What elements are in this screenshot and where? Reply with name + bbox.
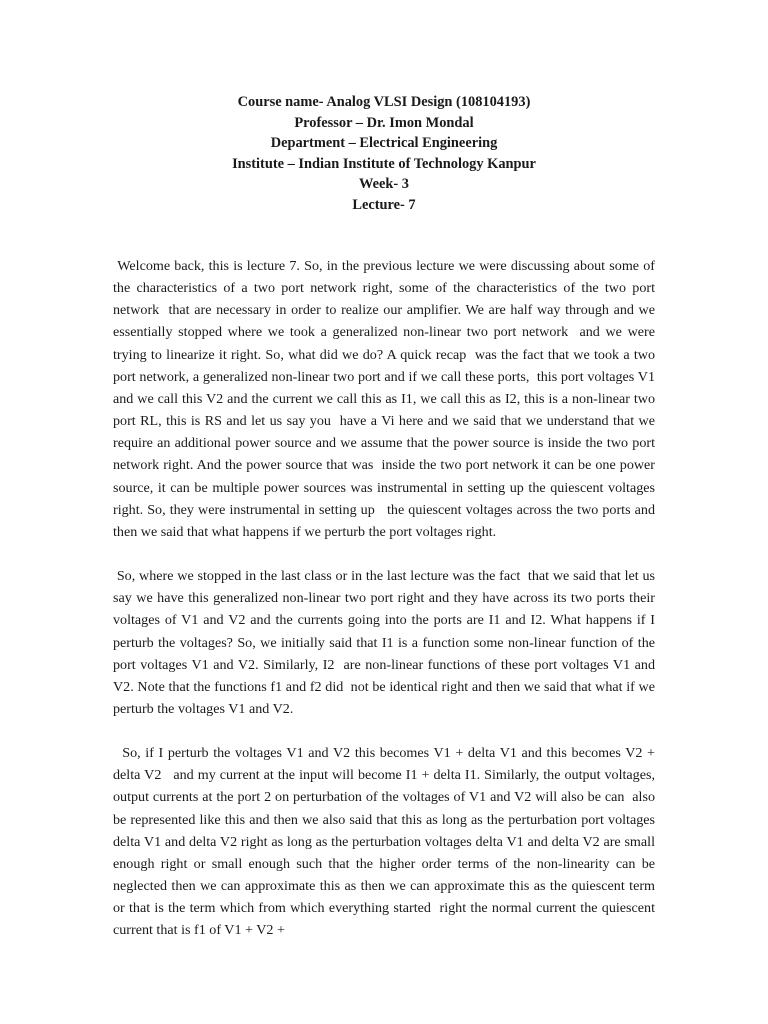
document-body: [113, 255, 663, 964]
institute-name: Institute – Indian Institute of Technology Kanpur: [232, 155, 536, 172]
lecture-label: Lecture- 7: [352, 196, 416, 213]
professor-name: Professor – Dr. Imon Mondal: [294, 114, 474, 131]
document-header: [0, 92, 768, 216]
paragraph-3: So, if I perturb the voltages V1 and V2 this becomes V1 + delta V1 and this becomes V2 + delta V2 and my current at the input will become I1 + delta I1. Similarly, the output voltages, output currents at the port 2 on perturbation of the voltages of V1 and V2 will also be can also be represented like this and then we also said that this as long as the perturbation port voltages delta V1 and delta V2 right as long as the perturbation voltages delta V1 and delta V2 are small enough right or small enough such that the higher order terms of the non-linearity can be neglected then we can approximate this as then we can approximate this as the quiescent term or that is the term which from which everything started right the normal current the quiescent current that is f1 of V1 + V2 +: [113, 745, 663, 939]
paragraph-1: Welcome back, this is lecture 7. So, in the previous lecture we were discussing about some of the characteristics of a two port network right, some of the characteristics of the two port network that are necessary in order to realize our amplifier. We are half way through and we essentially stopped where we took a generalized non-linear two port network and we were trying to linearize it right. So, what did we do? A quick recap was the fact that we took a two port network, a generalized non-linear two port and if we call these ports, this port voltages V1 and we call this V2 and the current we call this as I1, we call this as I2, this is a non-linear two port RL, this is RS and let us say you have a Vi here and we said that we understand that we require an additional power source and we assume that the power source is inside the two port network right. And the power source that was inside the two port network it can be one power source, it can be multiple power sources was instrumental in setting up the quiescent voltages right. So, they were instrumental in setting up the quiescent voltages across the two ports and then we said that what happens if we perturb the port voltages right.: [113, 258, 659, 540]
department-name: Department – Electrical Engineering: [270, 135, 498, 152]
course-name: Course name- Analog VLSI Design (108104193): [237, 94, 531, 110]
paragraph-2: So, where we stopped in the last class or in the last lecture was the fact that we said that let us say we have this generalized non-linear two port right and they have across its two ports their voltages of V1 and V2 and the currents going into the ports are I1 and I2. What happens if I perturb the voltages? So, we initially said that I1 is a function some non-linear function of the port voltages V1 and V2. Similarly, I2 are non-linear functions of these port voltages V1 and V2. Note that the functions f1 and f2 did not be identical right and then we said that what if we perturb the voltages V1 and V2.: [113, 568, 659, 717]
week-label: Week- 3: [359, 176, 409, 193]
